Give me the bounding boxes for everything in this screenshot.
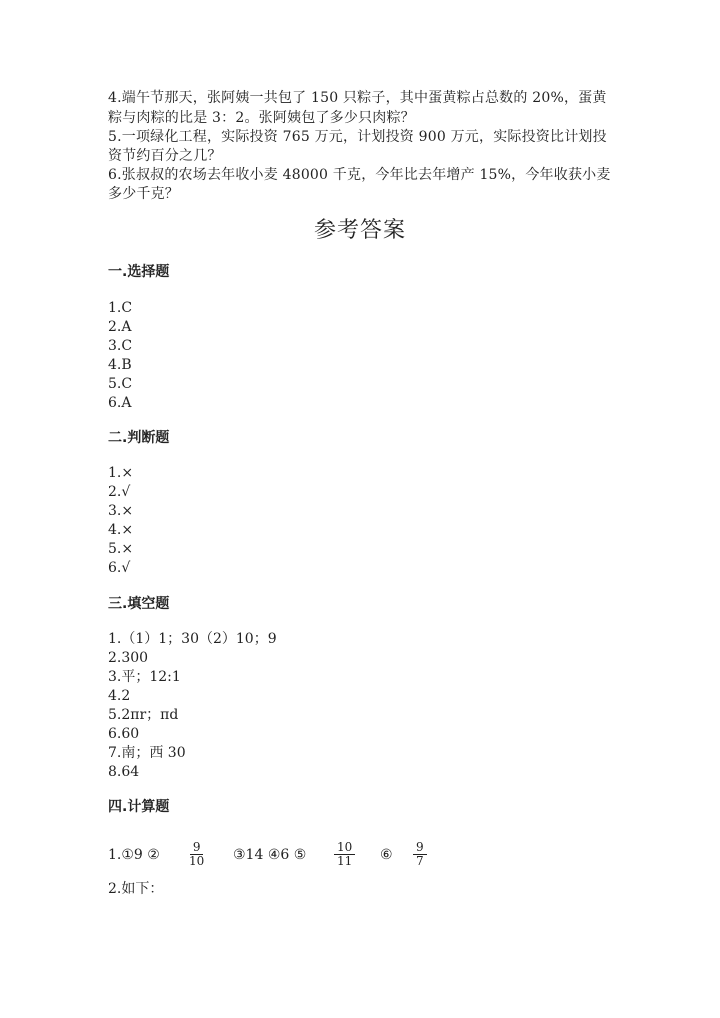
problem-4-line-2: 粽与肉粽的比是 3：2。张阿姨包了多少只肉粽？	[108, 110, 415, 126]
calc-answer-2: 2.如下：	[108, 881, 164, 897]
judge-answer-4: 4.×	[108, 522, 134, 538]
fill-answer-7: 7.南；西 30	[108, 745, 186, 761]
section-heading-choice: 一.选择题	[108, 264, 170, 280]
judge-answer-5: 5.×	[108, 541, 134, 557]
fraction-denominator: 7	[416, 854, 424, 868]
problem-6-line-1: 6.张叔叔的农场去年收小麦 48000 千克，今年比去年增产 15%，今年收获小麦	[108, 167, 611, 183]
fill-answer-1: 1.（1）1；30（2）10；9	[108, 631, 277, 647]
problem-5-line-1: 5.一项绿化工程，实际投资 765 万元，计划投资 900 万元，实际投资比计划投	[108, 129, 607, 145]
problem-4-line-1: 4.端午节那天，张阿姨一共包了 150 只粽子，其中蛋黄粽占总数的 20%，蛋黄	[108, 90, 607, 106]
answer-title: 参考答案	[313, 218, 406, 243]
fill-answer-3: 3.平；12:1	[108, 669, 181, 685]
section-heading-calc: 四.计算题	[108, 799, 170, 815]
fill-answer-4: 4.2	[108, 688, 131, 704]
fraction-9-7	[413, 841, 427, 868]
judge-answer-3: 3.×	[108, 503, 134, 519]
section-heading-judge: 二.判断题	[108, 430, 170, 446]
fill-answer-6: 6.60	[108, 726, 140, 742]
choice-answer-3: 3.C	[108, 338, 133, 354]
fraction-numerator: 9	[190, 841, 204, 855]
choice-answer-1: 1.C	[108, 300, 133, 316]
fill-answer-8: 8.64	[108, 764, 140, 780]
fraction-numerator: 10	[334, 841, 355, 855]
judge-answer-2: 2.√	[108, 484, 131, 500]
choice-answer-5: 5.C	[108, 376, 133, 392]
calc-answer-1-part-a: 1.①9 ②	[108, 847, 160, 863]
fraction-denominator: 10	[189, 854, 205, 868]
section-heading-fill: 三.填空题	[108, 596, 170, 612]
problem-6-line-2: 多少千克？	[108, 186, 179, 202]
fill-answer-2: 2.300	[108, 650, 149, 666]
problem-5-line-2: 资节约百分之几？	[108, 148, 222, 164]
fraction-denominator: 11	[337, 854, 353, 868]
judge-answer-1: 1.×	[108, 465, 134, 481]
choice-answer-6: 6.A	[108, 395, 132, 411]
choice-answer-2: 2.A	[108, 319, 132, 335]
judge-answer-6: 6.√	[108, 560, 131, 576]
fraction-9-10	[186, 841, 207, 868]
fraction-numerator: 9	[413, 841, 427, 855]
fill-answer-5: 5.2πr；πd	[108, 707, 179, 723]
calc-answer-1-part-b: ③14 ④6 ⑤	[233, 847, 307, 863]
calc-answer-1-part-c: ⑥	[380, 847, 393, 863]
fraction-10-11	[334, 841, 355, 868]
choice-answer-4: 4.B	[108, 357, 132, 373]
